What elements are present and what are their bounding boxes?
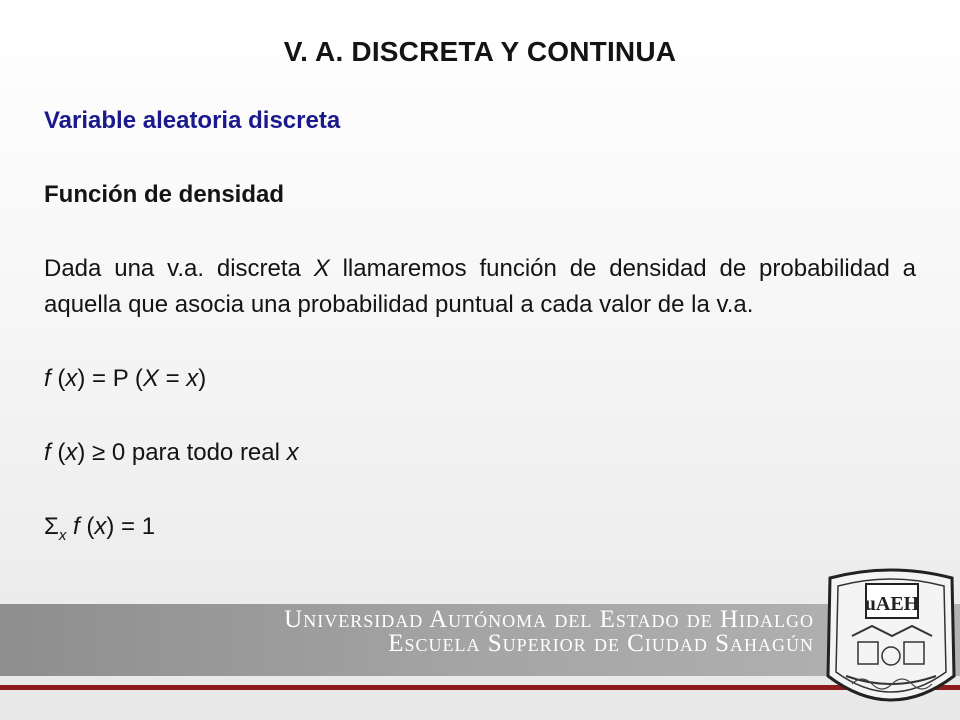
formula-part: ) = 1 (106, 513, 156, 540)
accent-line (0, 685, 960, 690)
formula-part: ) = P ( (77, 365, 143, 392)
para-text-b: llamaremos función de densidad de probabilidad a aquella que asocia una probabilidad puntual a cada valor de la v.a. (44, 255, 916, 318)
formula-part: ( (79, 513, 95, 540)
university-name: Universidad Autónoma del Estado de Hidalgo (284, 606, 814, 633)
sigma-subscript: x (58, 526, 67, 544)
formula-part: ) (198, 365, 207, 392)
formula-f: f (44, 439, 51, 466)
formula-nonnegative (44, 435, 916, 471)
formula-part: ( (50, 439, 66, 466)
para-text-a: Dada una v.a. discreta (44, 255, 314, 282)
formula-x: x (65, 439, 78, 466)
formula-part: = (158, 365, 187, 392)
formula-X: X (142, 365, 159, 392)
formula-x: x (94, 513, 107, 540)
formula-f: f (66, 513, 80, 540)
formula-x: x (286, 439, 299, 466)
formula-f: f (44, 365, 51, 392)
section-subtitle: Variable aleatoria discreta (44, 107, 341, 134)
seal-text: uAEH (864, 593, 920, 615)
formula-x: x (65, 365, 78, 392)
definition-paragraph (44, 251, 916, 323)
formula-sum (44, 509, 916, 554)
formula-part: ) ≥ 0 para todo real (77, 439, 287, 466)
slide-content (44, 103, 916, 554)
slide-title: V. A. DISCRETA Y CONTINUA (283, 36, 677, 67)
school-name: Escuela Superior de Ciudad Sahagún (388, 630, 814, 657)
sigma-symbol: Σ (44, 513, 59, 540)
formula-x: x (186, 365, 199, 392)
para-variable: X (313, 255, 330, 282)
section-heading: Función de densidad (44, 181, 285, 208)
formula-part: ( (50, 365, 66, 392)
university-seal-icon (822, 566, 960, 716)
formula-definition (44, 361, 916, 397)
